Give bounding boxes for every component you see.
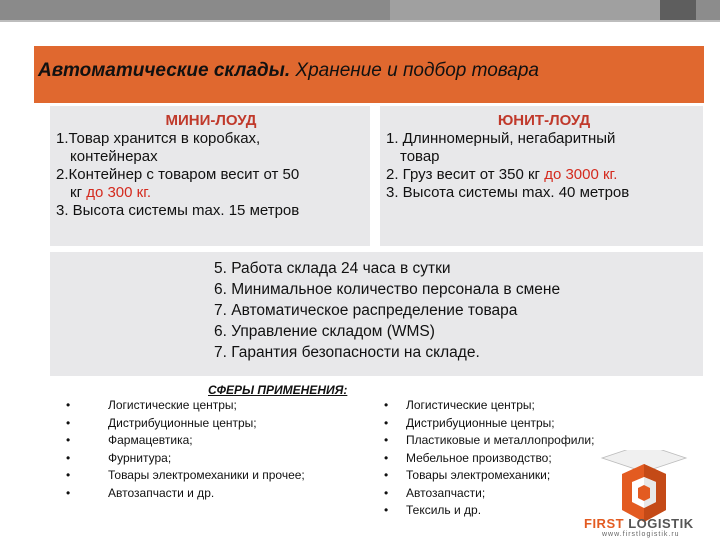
- list-item-text: Дистрибуционные центры;: [108, 415, 257, 430]
- slide-title-bar: [34, 46, 704, 103]
- bullet-icon: •: [384, 433, 389, 447]
- list-item-text: Логистические центры;: [406, 398, 535, 412]
- feature-item: 7. Автоматическое распределение товара: [214, 302, 518, 319]
- mini-load-item-2b: [56, 184, 366, 202]
- logo-word-first: FIRST: [584, 516, 625, 531]
- unit-load-heading: ЮНИТ-ЛОУД: [497, 112, 591, 129]
- unit-load-item-1a: 1. Длинномерный, негабаритный: [386, 130, 616, 147]
- bullet-icon: •: [384, 468, 389, 482]
- list-item-text: Пластиковые и металлопрофили;: [406, 433, 595, 447]
- bullet-icon: •: [66, 398, 71, 412]
- slide-title-rest: Хранение и подбор товара: [290, 60, 539, 81]
- list-item-text: Товары электромеханики и прочее;: [108, 468, 305, 482]
- decor-bar: [0, 0, 390, 20]
- list-item: [66, 450, 389, 468]
- unit-load-column: [386, 112, 702, 202]
- decor-line: [0, 20, 720, 22]
- bullet-icon: •: [66, 433, 71, 447]
- mini-load-item-1a: 1.Товар хранится в коробках,: [56, 130, 261, 147]
- feature-item: 7. Гарантия безопасности на складе.: [214, 344, 480, 361]
- bullet-icon: •: [66, 415, 71, 430]
- logo-url: www.firstlogistik.ru: [602, 531, 680, 538]
- list-item-text: Фармацевтика;: [108, 433, 193, 447]
- list-item: [384, 415, 634, 433]
- list-item-text: Мебельное производство;: [406, 450, 552, 465]
- list-item: [66, 397, 389, 415]
- list-item: [66, 432, 389, 450]
- bullet-icon: •: [384, 450, 389, 465]
- list-item-text: Дистрибуционные центры;: [406, 415, 555, 430]
- mini-load-item-2b-kg: кг: [70, 184, 87, 201]
- list-item: [384, 432, 634, 450]
- decor-bar: [696, 0, 720, 20]
- list-item: [66, 467, 389, 485]
- mini-load-heading: МИНИ-ЛОУД: [165, 112, 257, 129]
- list-item: [384, 397, 634, 415]
- spheres-title: СФЕРЫ ПРИМЕНЕНИЯ:: [208, 383, 348, 397]
- slide-title-bold: Автоматические склады.: [38, 60, 291, 81]
- mini-load-item-3: 3. Высота системы max. 15 метров: [56, 202, 300, 219]
- unit-load-item-2-text: 2. Груз весит от 350 кг: [386, 166, 545, 183]
- feature-item: 6. Минимальное количество персонала в смене: [214, 281, 561, 298]
- unit-load-item-3: 3. Высота системы max. 40 метров: [386, 184, 630, 201]
- list-item-text: Автозапчасти;: [406, 485, 486, 500]
- features-list: [214, 258, 694, 363]
- decor-bar: [660, 0, 696, 20]
- bullet-icon: •: [66, 485, 71, 500]
- bullet-icon: •: [66, 450, 71, 465]
- bullet-icon: •: [384, 415, 389, 430]
- mini-load-item-1b: контейнерах: [70, 148, 158, 165]
- logo-wordmark: [584, 516, 694, 531]
- list-item-text: Тексиль и др.: [406, 503, 482, 517]
- unit-load-item-2: [386, 166, 702, 184]
- list-item-text: Логистические центры;: [108, 398, 237, 412]
- mini-load-item-2a: 2.Контейнер с товаром весит от 50: [56, 166, 300, 183]
- logo-word-logistik: LOGISTIK: [628, 516, 694, 531]
- bullet-icon: •: [384, 485, 389, 500]
- spheres-list-left: [66, 397, 389, 502]
- list-item: [66, 485, 389, 503]
- list-item: [66, 415, 389, 433]
- list-item-text: Фурнитура;: [108, 450, 172, 465]
- feature-item: 5. Работа склада 24 часа в сутки: [214, 260, 451, 277]
- list-item-text: Товары электромеханики;: [406, 468, 551, 482]
- mini-load-column: [56, 112, 366, 220]
- bullet-icon: •: [384, 503, 389, 517]
- top-decor-bars: [0, 0, 720, 20]
- unit-load-item-1b: товар: [400, 148, 440, 165]
- list-item-text: Автозапчасти и др.: [108, 485, 215, 500]
- bullet-icon: •: [66, 468, 71, 482]
- bullet-icon: •: [384, 398, 389, 412]
- mini-load-item-2b-red: до 300 кг.: [86, 184, 152, 201]
- unit-load-item-2-red: до 3000 кг.: [544, 166, 618, 183]
- feature-item: 6. Управление складом (WMS): [214, 323, 435, 340]
- decor-bar: [390, 0, 660, 20]
